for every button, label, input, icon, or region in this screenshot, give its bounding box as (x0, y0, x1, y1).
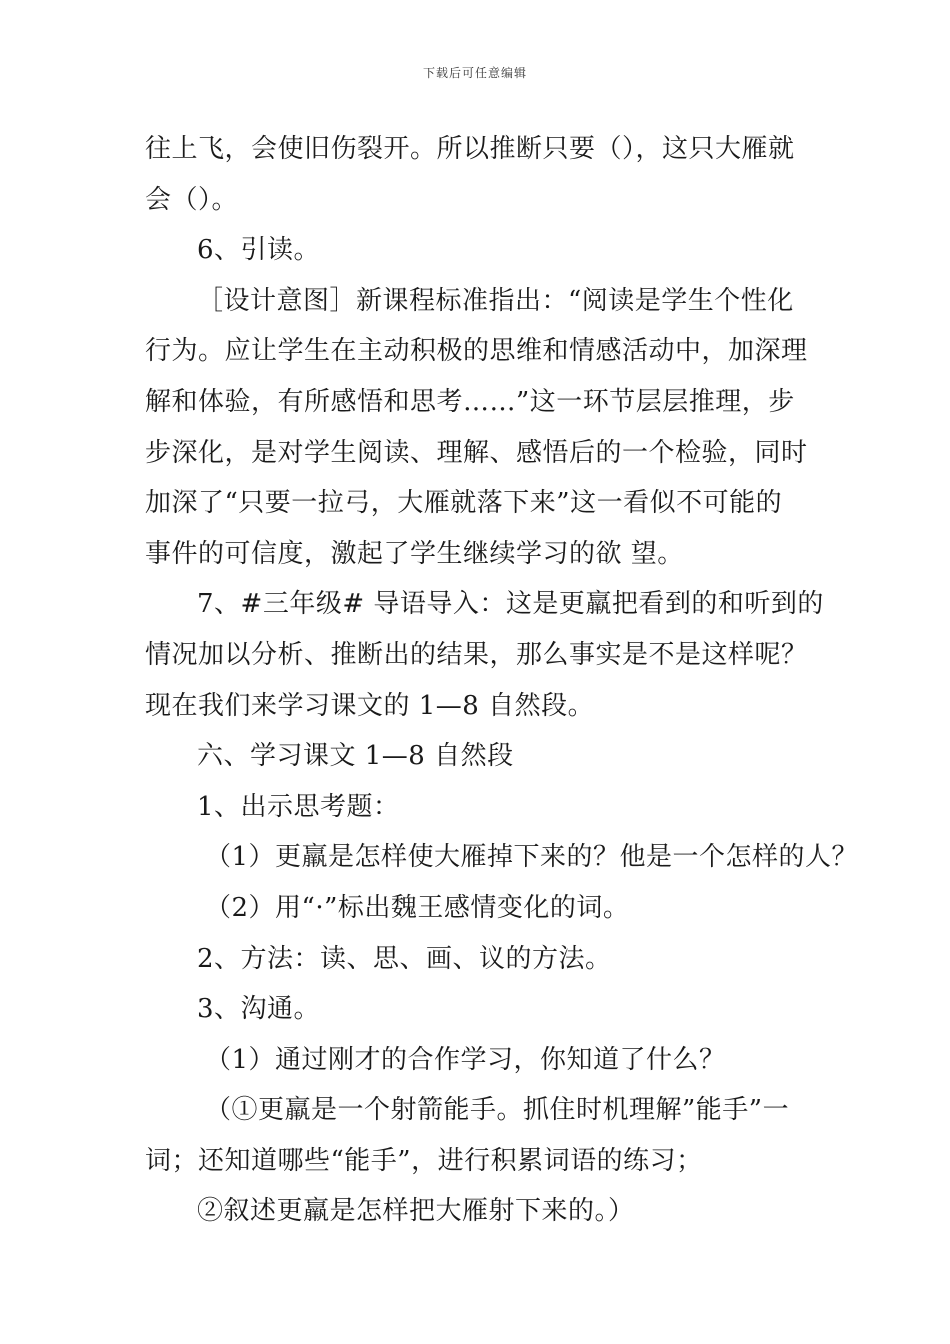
text-line: 行为。应让学生在主动积极的思维和情感活动中，加深理 (145, 336, 808, 367)
question-item: （2）用“·”标出魏王感情变化的词。 (205, 892, 630, 923)
text-line: 6、引读。 (197, 235, 321, 266)
text-line: 词；还知道哪些“能手”，进行积累词语的练习； (145, 1145, 703, 1176)
question-item: （1）更羸是怎样使大雁掉下来的？他是一个怎样的人？ (205, 842, 859, 873)
text-line: 7、#三年级# 导语导入：这是更羸把看到的和听到的 (197, 589, 824, 620)
text-line: 2、方法：读、思、画、议的方法。 (197, 943, 612, 974)
text-line: ［设计意图］新课程标准指出：“阅读是学生个性化 (197, 285, 794, 316)
text-line: 往上飞，会使旧伤裂开。所以推断只要（），这只大雁就 (145, 134, 795, 164)
text-line: 情况加以分析、推断出的结果，那么事实是不是这样呢？ (145, 639, 808, 670)
text-line: 加深了“只要一拉弓，大雁就落下来”这一看似不可能的 (145, 488, 783, 519)
text-line: 步深化，是对学生阅读、理解、感悟后的一个检验，同时 (145, 437, 808, 468)
text-line: 会（）。 (145, 184, 239, 215)
text-line: 现在我们来学习课文的 1—8 自然段。 (145, 690, 595, 721)
section-heading: 六、学习课文 1—8 自然段 (197, 741, 514, 772)
text-line: 事件的可信度，激起了学生继续学习的欲 望。 (145, 538, 684, 569)
text-line: 1、出示思考题： (197, 791, 400, 822)
page-header: 下载后可任意编辑 (422, 66, 527, 80)
text-line: 解和体验，有所感悟和思考……”这一环节层层推理，步 (145, 386, 795, 417)
text-line: （①更羸是一个射箭能手。抓住时机理解”能手”一 (205, 1095, 790, 1126)
text-line: ②叙述更羸是怎样把大雁射下来的。） (197, 1196, 635, 1227)
text-line: （1）通过刚才的合作学习，你知道了什么？ (205, 1044, 726, 1075)
document-body (145, 124, 859, 1237)
text-line: 3、沟通。 (197, 994, 321, 1025)
